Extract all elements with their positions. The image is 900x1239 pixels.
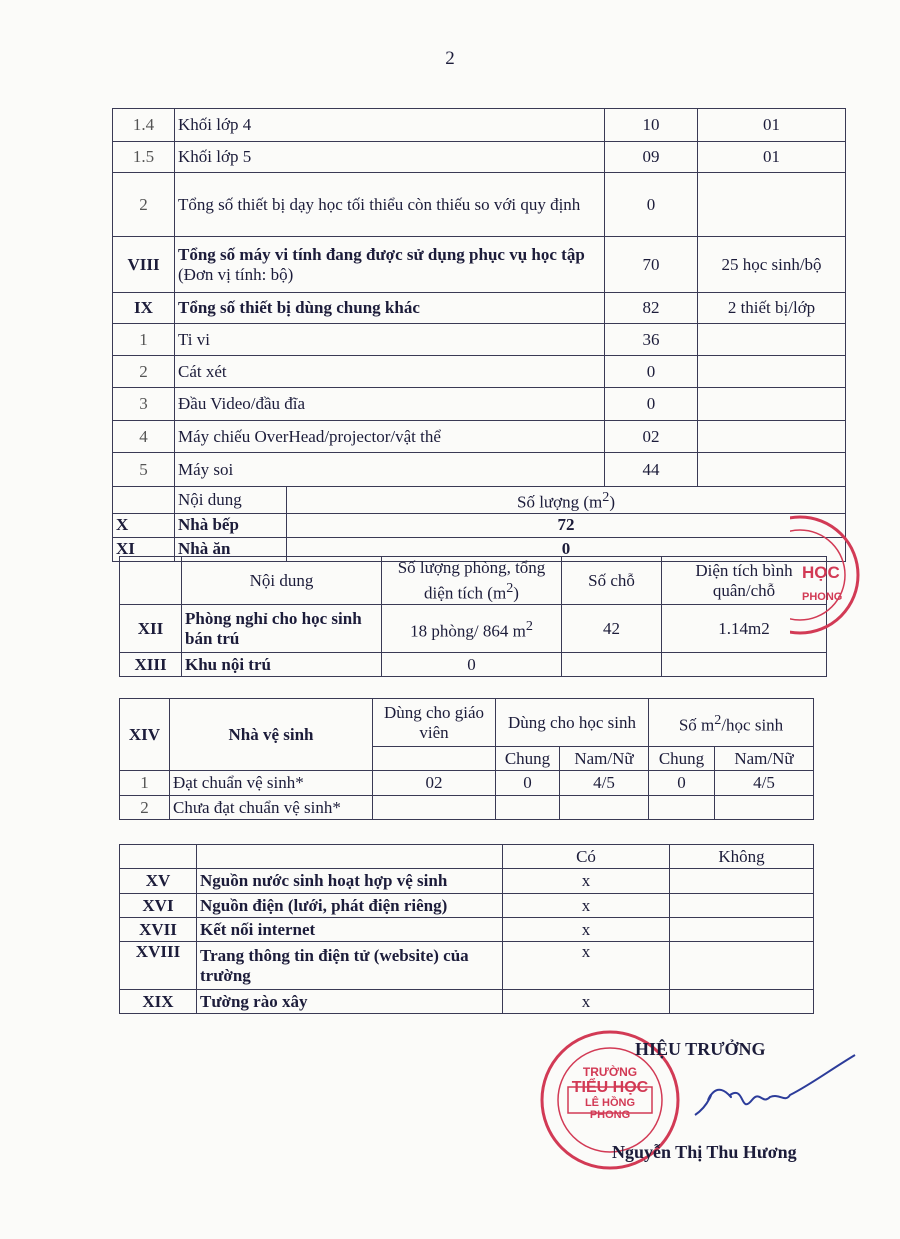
row-content: Nguồn nước sinh hoạt hợp vệ sinh bbox=[197, 869, 503, 894]
header-rooms bbox=[382, 557, 562, 605]
row-note bbox=[698, 421, 846, 453]
equipment-table bbox=[112, 108, 846, 487]
table-row bbox=[113, 142, 846, 173]
header-quantity-sup: 2 bbox=[602, 489, 610, 505]
table-row bbox=[120, 990, 814, 1014]
table-row bbox=[113, 237, 846, 293]
table-row bbox=[113, 173, 846, 237]
header-ratio-end: /học sinh bbox=[721, 715, 784, 735]
row-quantity: 36 bbox=[605, 324, 698, 356]
row-number: XIX bbox=[120, 990, 197, 1014]
row-content: Đầu Video/đầu đĩa bbox=[175, 388, 605, 421]
table-row bbox=[113, 293, 846, 324]
row-teacher: 02 bbox=[373, 771, 496, 796]
table-row bbox=[113, 356, 846, 388]
row-number: XVIII bbox=[120, 942, 197, 990]
row-area bbox=[662, 653, 827, 677]
page-number: 2 bbox=[445, 48, 455, 69]
row-number: 4 bbox=[113, 421, 175, 453]
row-no bbox=[670, 918, 814, 942]
row-number: 2 bbox=[120, 796, 170, 820]
row-content: Nhà ăn bbox=[175, 537, 287, 561]
row-number: XI bbox=[113, 537, 175, 561]
partial-seal bbox=[790, 505, 870, 645]
header-quantity-end: ) bbox=[609, 492, 615, 512]
row-content: Trang thông tin điện tử (website) của trường bbox=[197, 942, 503, 990]
row-yes: x bbox=[503, 894, 670, 918]
row-number: XVII bbox=[120, 918, 197, 942]
row-student-mf bbox=[560, 796, 649, 820]
row-number: 1 bbox=[120, 771, 170, 796]
row-note: 01 bbox=[698, 142, 846, 173]
row-rooms-sup: 2 bbox=[525, 617, 533, 634]
row-quantity: 10 bbox=[605, 109, 698, 142]
row-rooms bbox=[382, 605, 562, 653]
header-teacher: Dùng cho giáo viên bbox=[373, 699, 496, 747]
row-content: Tổng số thiết bị dạy học tối thiểu còn thiếu so với quy định bbox=[175, 173, 605, 237]
row-quantity: 70 bbox=[605, 237, 698, 293]
section-title: Nhà vệ sinh bbox=[170, 699, 373, 771]
toilet-table bbox=[119, 698, 814, 820]
row-content: Máy soi bbox=[175, 453, 605, 487]
table-row bbox=[113, 109, 846, 142]
row-ratio-common bbox=[649, 796, 715, 820]
seal-line-3: LÊ HỒNG PHONG bbox=[584, 1097, 636, 1121]
row-quantity: 82 bbox=[605, 293, 698, 324]
row-content: Ti vi bbox=[175, 324, 605, 356]
seal-line-2: TIỂU HỌC bbox=[571, 1079, 649, 1096]
row-rooms: 0 bbox=[382, 653, 562, 677]
header-blank bbox=[197, 845, 503, 869]
header-quantity-text: Số lượng (m bbox=[516, 492, 603, 512]
header-content: Nội dung bbox=[175, 487, 287, 514]
header-yes: Có bbox=[503, 845, 670, 869]
signature-block bbox=[540, 1025, 860, 1185]
row-content: Cát xét bbox=[175, 356, 605, 388]
section-number: XIV bbox=[120, 699, 170, 771]
row-content: Tổng số thiết bị dùng chung khác bbox=[175, 293, 605, 324]
table-header-row bbox=[120, 699, 814, 747]
table-row bbox=[120, 894, 814, 918]
row-number: 1.5 bbox=[113, 142, 175, 173]
row-number: 2 bbox=[113, 356, 175, 388]
row-note: 01 bbox=[698, 109, 846, 142]
row-ratio-common: 0 bbox=[649, 771, 715, 796]
row-content: Phòng nghỉ cho học sinh bán trú bbox=[182, 605, 382, 653]
table-row bbox=[113, 421, 846, 453]
row-content: Đạt chuẩn vệ sinh* bbox=[170, 771, 373, 796]
row-number: 2 bbox=[113, 173, 175, 237]
row-content-unit: (Đơn vị tính: bộ) bbox=[178, 264, 294, 284]
row-note: 25 học sinh/bộ bbox=[698, 237, 846, 293]
row-seats: 42 bbox=[562, 605, 662, 653]
row-content: Tường rào xây bbox=[197, 990, 503, 1014]
table-row bbox=[120, 869, 814, 894]
table-row bbox=[120, 942, 814, 990]
row-student-mf: 4/5 bbox=[560, 771, 649, 796]
header-ratio-text: Số m bbox=[678, 715, 715, 735]
table-row bbox=[113, 453, 846, 487]
row-student-common bbox=[496, 796, 560, 820]
row-yes: x bbox=[503, 942, 670, 990]
header-seats: Số chỗ bbox=[562, 557, 662, 605]
row-number: 1 bbox=[113, 324, 175, 356]
subheader-blank bbox=[373, 747, 496, 771]
header-content: Nội dung bbox=[182, 557, 382, 605]
row-ratio-mf bbox=[715, 796, 814, 820]
row-number: 3 bbox=[113, 388, 175, 421]
row-teacher bbox=[373, 796, 496, 820]
utilities-table bbox=[119, 844, 814, 1014]
header-no: Không bbox=[670, 845, 814, 869]
header-ratio bbox=[649, 699, 814, 747]
row-note bbox=[698, 388, 846, 421]
row-quantity: 0 bbox=[605, 173, 698, 237]
subheader-male-female: Nam/Nữ bbox=[560, 747, 649, 771]
row-yes: x bbox=[503, 918, 670, 942]
handwritten-signature-icon bbox=[690, 1045, 860, 1125]
row-student-common: 0 bbox=[496, 771, 560, 796]
row-no bbox=[670, 942, 814, 990]
row-yes: x bbox=[503, 990, 670, 1014]
header-rooms-end: ) bbox=[513, 583, 519, 603]
table-row bbox=[120, 653, 827, 677]
table-row bbox=[120, 771, 814, 796]
table-row bbox=[113, 513, 846, 537]
table-row bbox=[120, 796, 814, 820]
header-blank bbox=[113, 487, 175, 514]
row-no bbox=[670, 990, 814, 1014]
table-row bbox=[120, 918, 814, 942]
partial-seal-text-1: HỌC bbox=[802, 563, 840, 582]
header-student: Dùng cho học sinh bbox=[496, 699, 649, 747]
header-ratio-sup: 2 bbox=[714, 711, 722, 728]
row-note bbox=[698, 324, 846, 356]
row-content: Nhà bếp bbox=[175, 513, 287, 537]
row-content: Chưa đạt chuẩn vệ sinh* bbox=[170, 796, 373, 820]
row-seats bbox=[562, 653, 662, 677]
row-number: XV bbox=[120, 869, 197, 894]
row-content: Nguồn điện (lưới, phát điện riêng) bbox=[197, 894, 503, 918]
row-quantity: 72 bbox=[287, 513, 846, 537]
row-quantity: 44 bbox=[605, 453, 698, 487]
table-row bbox=[120, 605, 827, 653]
table-header-row bbox=[120, 845, 814, 869]
row-no bbox=[670, 869, 814, 894]
header-rooms-text: Số lượng phòng, tổng diện tích (m bbox=[397, 557, 546, 603]
school-seal-text bbox=[565, 1065, 655, 1121]
header-quantity bbox=[287, 487, 846, 514]
seal-line-1: TRƯỜNG bbox=[582, 1065, 638, 1079]
row-number: IX bbox=[113, 293, 175, 324]
row-yes: x bbox=[503, 869, 670, 894]
header-rooms-sup: 2 bbox=[506, 579, 514, 596]
row-note: 2 thiết bị/lớp bbox=[698, 293, 846, 324]
row-content bbox=[175, 237, 605, 293]
row-number: 5 bbox=[113, 453, 175, 487]
row-area: 1.14m2 bbox=[662, 605, 827, 653]
row-rooms-text: 18 phòng/ 864 m bbox=[410, 621, 526, 641]
row-number: 1.4 bbox=[113, 109, 175, 142]
row-number: XVI bbox=[120, 894, 197, 918]
header-blank bbox=[120, 557, 182, 605]
table-header-row bbox=[120, 557, 827, 605]
row-content: Máy chiếu OverHead/projector/vật thể bbox=[175, 421, 605, 453]
row-quantity: 0 bbox=[605, 388, 698, 421]
row-no bbox=[670, 894, 814, 918]
row-number: XIII bbox=[120, 653, 182, 677]
row-content: Khu nội trú bbox=[182, 653, 382, 677]
table-header-row bbox=[113, 487, 846, 514]
row-quantity: 0 bbox=[605, 356, 698, 388]
table-row bbox=[113, 324, 846, 356]
partial-seal-text-2: PHONG bbox=[802, 591, 843, 603]
boarding-table bbox=[119, 556, 827, 677]
header-area: Diện tích bình quân/chỗ bbox=[662, 557, 827, 605]
row-content: Khối lớp 5 bbox=[175, 142, 605, 173]
row-content-bold: Tổng số máy vi tính đang được sử dụng phục vụ học tập bbox=[178, 244, 585, 264]
row-quantity: 02 bbox=[605, 421, 698, 453]
row-quantity: 0 bbox=[287, 537, 846, 561]
row-ratio-mf: 4/5 bbox=[715, 771, 814, 796]
header-blank bbox=[120, 845, 197, 869]
row-number: XII bbox=[120, 605, 182, 653]
row-number: VIII bbox=[113, 237, 175, 293]
subheader-common: Chung bbox=[496, 747, 560, 771]
row-note bbox=[698, 453, 846, 487]
table-row bbox=[113, 388, 846, 421]
kitchen-table bbox=[112, 486, 846, 562]
subheader-male-female: Nam/Nữ bbox=[715, 747, 814, 771]
row-note bbox=[698, 356, 846, 388]
row-content: Kết nối internet bbox=[197, 918, 503, 942]
signer-name: Nguyễn Thị Thu Hương bbox=[612, 1142, 797, 1162]
row-number: X bbox=[113, 513, 175, 537]
signer-title: HIỆU TRƯỞNG bbox=[635, 1039, 766, 1059]
row-content: Khối lớp 4 bbox=[175, 109, 605, 142]
row-quantity: 09 bbox=[605, 142, 698, 173]
row-note bbox=[698, 173, 846, 237]
subheader-common: Chung bbox=[649, 747, 715, 771]
